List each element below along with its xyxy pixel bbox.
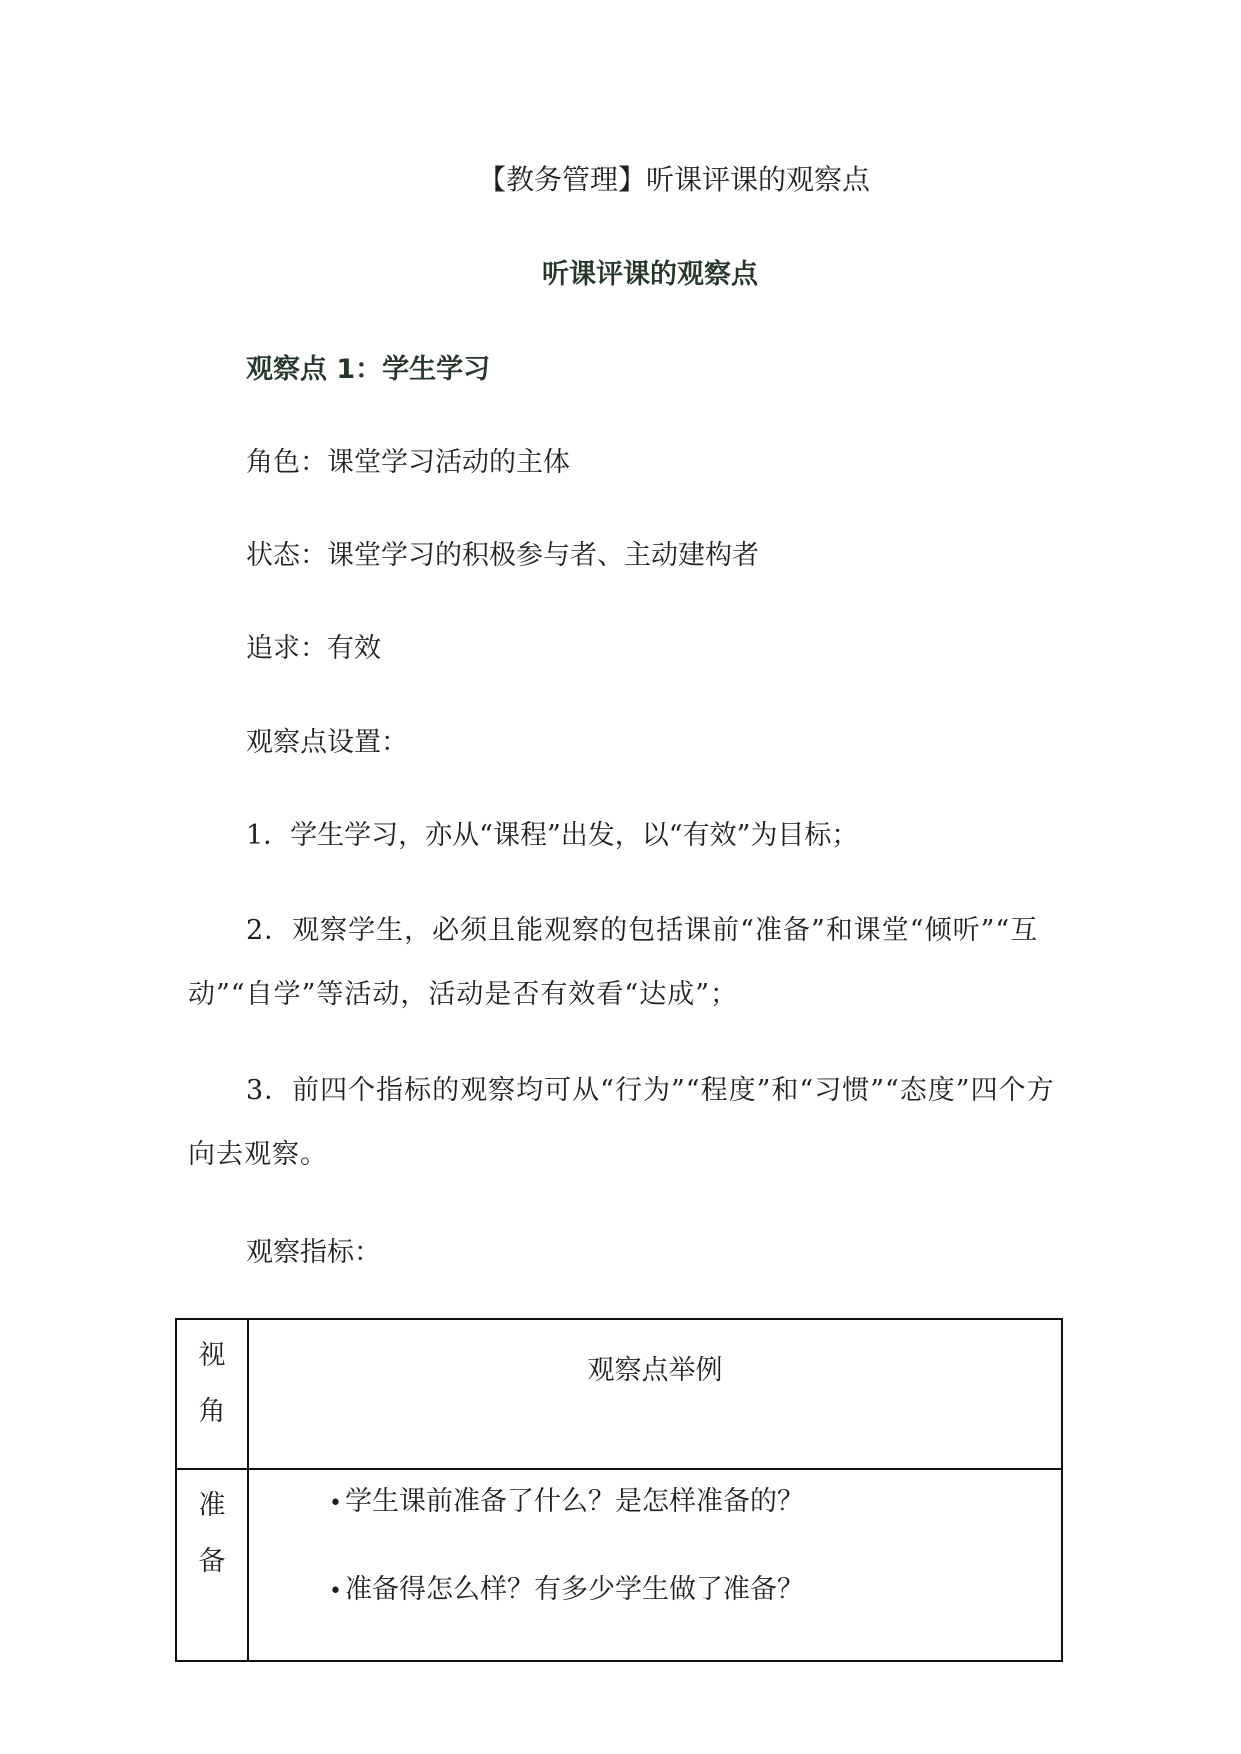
perspective-header-cell — [176, 1319, 248, 1469]
table-row — [176, 1469, 1062, 1661]
pursuit-line: 追求：有效 — [246, 633, 381, 664]
setting-item-2: 2．观察学生，必须且能观察的包括课前“准备”和课堂“倾听”“互动”“自学”等活动，活动是否有效看“达成”； — [188, 915, 1039, 1010]
document-title: 【教务管理】听课评课的观察点 — [478, 163, 871, 196]
perspective-header: 视角 — [198, 1340, 226, 1427]
perspective-label: 准备 — [198, 1490, 226, 1577]
document-subtitle: 听课评课的观察点 — [542, 259, 758, 290]
state-line: 状态：课堂学习的积极参与者、主动建构者 — [246, 540, 759, 571]
setting-item-3: 3．前四个指标的观察均可从“行为”“程度”和“习惯”“态度”四个方向去观察。 — [188, 1075, 1055, 1170]
observation-table — [175, 1318, 1063, 1662]
points-list — [249, 1470, 1061, 1610]
examples-header: 观察点举例 — [248, 1319, 1062, 1469]
point-item: • 学生课前准备了什么？是怎样准备的？ — [329, 1484, 1061, 1522]
indicators-label: 观察指标： — [246, 1237, 381, 1268]
point-item: • 准备得怎么样？有多少学生做了准备？ — [329, 1572, 1061, 1610]
points-cell — [248, 1469, 1062, 1661]
section-heading: 观察点 1：学生学习 — [246, 354, 491, 385]
table-header-row — [176, 1319, 1062, 1469]
settings-label: 观察点设置： — [246, 727, 408, 758]
role-line: 角色：课堂学习活动的主体 — [246, 447, 570, 478]
setting-item-1: 1．学生学习，亦从“课程”出发，以“有效”为目标； — [246, 820, 859, 851]
perspective-cell — [176, 1469, 248, 1661]
